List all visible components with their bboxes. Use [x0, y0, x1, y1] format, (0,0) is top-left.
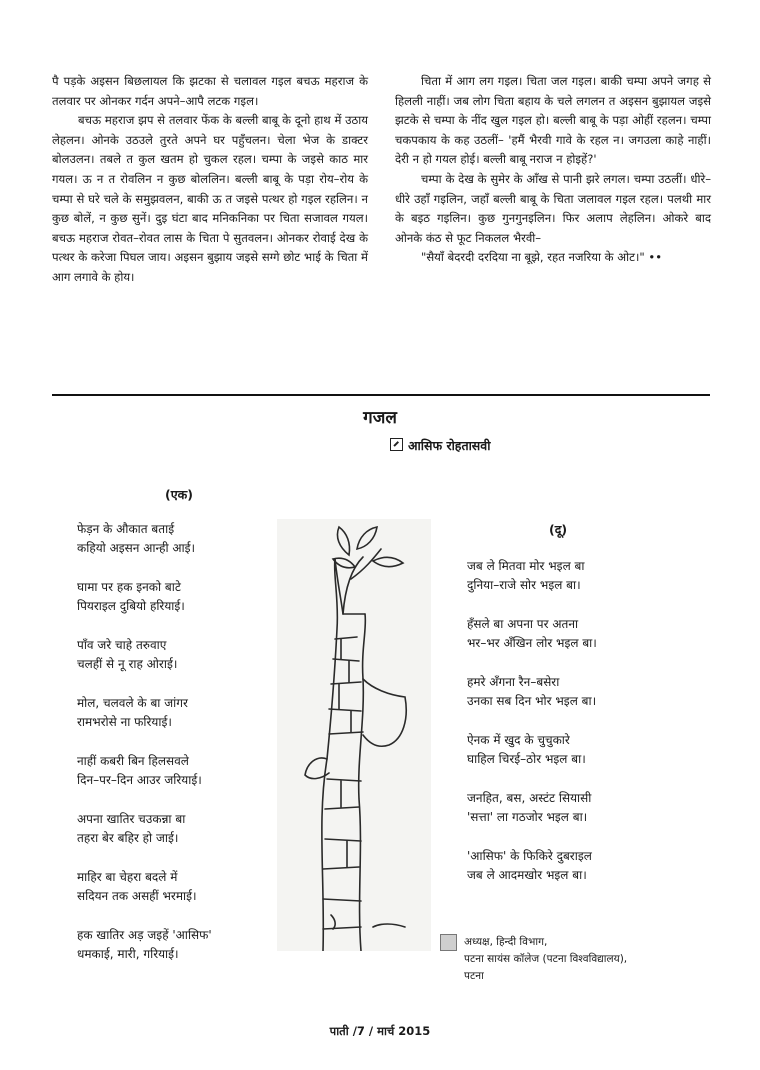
verse-line: ऐनक में खुद के चुचुकारे — [467, 733, 570, 747]
ghazal-title: गजल — [363, 408, 397, 428]
couplet — [467, 615, 597, 653]
verse-line: 'सत्ता' ला गठजोर भइल बा। — [467, 810, 588, 824]
couplet — [77, 636, 212, 674]
verse-line: फेड़न के औकात बताई — [77, 522, 175, 536]
couplet — [77, 926, 212, 964]
couplet — [467, 847, 597, 885]
story-paragraph: चम्पा के देख के सुमेर के आँख से पानी झरे लगल। चम्पा उठलीं। धीरे–धीरे उहाँ गइलिन, जहाँ बल्ली बाबू के चिता जलावल गइल रहल। पलथी मार के बइठ गइलिन। कुछ गुनगुनइलिन। फिर अलाप लेहलिन। ओकरे बाद ओनके कंठ से फूट निकलल भैरवी– — [395, 171, 711, 245]
verse-line: चलहीं से नू राह ओराई। — [77, 657, 178, 671]
verse-line: धमकाई, मारी, गरियाई। — [77, 947, 179, 961]
couplet — [77, 868, 212, 906]
pen-box-icon — [390, 438, 403, 451]
verse-line: घामा पर हक इनको बाटे — [77, 580, 181, 594]
couplet — [77, 520, 212, 558]
couplet — [77, 694, 212, 732]
page-footer: पाती /7 / मार्च 2015 — [329, 1024, 431, 1038]
verse-line: दिन–पर–दिन आउर जरियाई। — [77, 773, 202, 787]
ghazal-part-one — [77, 520, 212, 984]
verse-line: कहियो अइसन आन्ही आई। — [77, 541, 196, 555]
ghazal-part-two — [467, 557, 597, 905]
verse-line: नाहीं कबरी बिन हिलसवले — [77, 754, 189, 768]
couplet — [467, 789, 597, 827]
couplet — [467, 731, 597, 769]
verse-line: मोल, चलवले के बा जांगर — [77, 696, 188, 710]
verse-line: घाहिल चिरई–ठोर भइल बा। — [467, 752, 586, 766]
couplet — [467, 673, 597, 711]
verse-line: भर–भर अँखिन लोर भइल बा। — [467, 636, 597, 650]
section-divider — [52, 394, 710, 396]
couplet — [77, 810, 212, 848]
verse-line: जब ले मितवा मोर भइल बा — [467, 559, 585, 573]
verse-line: रामभरोसे ना फरियाई। — [77, 715, 172, 729]
verse-line: पियराइल दुबियो हरियाई। — [77, 599, 185, 613]
story-left-column — [52, 72, 368, 288]
footnote-box-icon — [440, 934, 457, 951]
author-byline — [390, 437, 490, 454]
footnote-line: अध्यक्ष, हिन्दी विभाग, — [464, 936, 548, 948]
couplet — [77, 752, 212, 790]
verse-line: पाँव जरे चाहे तरुवाए — [77, 638, 167, 652]
verse-line: माहिर बा चेहरा बदले में — [77, 870, 178, 884]
couplet — [467, 557, 597, 595]
part-one-heading: (एक) — [165, 487, 193, 502]
story-closing-line: "सैयाँ बेदरदी दरदिया ना बूझे, रहत नजरिया के ओट।" •• — [421, 250, 663, 265]
author-name: आसिफ रोहतासवी — [408, 438, 491, 453]
verse-line: अपना खातिर चउकन्ना बा — [77, 812, 186, 826]
verse-line: उनका सब दिन भोर भइल बा। — [467, 694, 597, 708]
verse-line: दुनिया–राजे सोर भइल बा। — [467, 578, 581, 592]
verse-line: सदियन तक असहीं भरमाई। — [77, 889, 197, 903]
part-two-heading: (दू) — [549, 522, 568, 537]
verse-line: हक खातिर अड़ जइहें 'आसिफ' — [77, 928, 212, 942]
verse-line: हमरे अँगना रैन–बसेरा — [467, 675, 560, 689]
story-paragraph: बचऊ महराज झप से तलवार फेंक के बल्ली बाबू के दूनो हाथ में उठाय लेहलन। ओनके उठउले तुरते अपने घर पहुँचलन। चेला भेज के डाक्टर बोलउलन। तबले त कुल खतम हो चुकल रहल। चम्पा के जइसे काठ मार गयल। ऊ न त रोवलिन न कुछ बोललिन। बल्ली बाबू के पड़ा रोय–रोय के चम्पा से घरे चले के समुझवलन, बाकी ऊ त जइसे पत्थर हो गइल रहलिन। न कुछ बोलें, न कुछ सुनें। दुइ घंटा बाद मनिकनिका पर चिता सजावल गयल। बचऊ महराज रोवत–रोवत लास के चिता पे सुतवलन। ओनकर रोवाई देख के पत्थर के करेजा पिघल जाय। अइसन बुझाय जइसे सग्गे छोट भाई के चिता में आग लगावे के होय। — [52, 113, 368, 284]
verse-line: 'आसिफ' के फिकिरे दुबराइल — [467, 849, 592, 863]
verse-line: हँसले बा अपना पर अतना — [467, 617, 579, 631]
story-right-column — [395, 72, 711, 268]
footnote-line: पटना सायंस कॉलेज (पटना विश्वविद्यालय), — [464, 953, 628, 965]
verse-line: जब ले आदमखोर भइल बा। — [467, 868, 587, 882]
couplet — [77, 578, 212, 616]
author-footnote — [440, 934, 627, 985]
story-paragraph: पै पड़के अइसन बिछलायल कि झटका से चलावल गइल बचऊ महराज के तलवार पर ओनकर गर्दन अपने–आपै लटक गइल। — [52, 74, 368, 108]
tree-trunk-illustration — [277, 519, 431, 951]
verse-line: जनहित, बस, अस्टंट सियासी — [467, 791, 592, 805]
footnote-line: पटना — [464, 970, 484, 982]
verse-line: तहरा बेर बहिर हो जाई। — [77, 831, 179, 845]
story-paragraph: चिता में आग लग गइल। चिता जल गइल। बाकी चम्पा अपने जगह से हिलली नाहीं। जब लोग चिता बहाय के चले लगलन त अइसन बुझायल जइसे झटके से चम्पा के नींद खुल गइल हो। बल्ली बाबू के पड़ा ओहीं रहलन। चम्पा चकपकाय के कह उठलीं– 'हमैं भैरवी गावे के रहल न। जगउला काहे नाहीं। देरी न हो गयल होई। बल्ली बाबू नराज न होइहें?' — [395, 74, 711, 167]
